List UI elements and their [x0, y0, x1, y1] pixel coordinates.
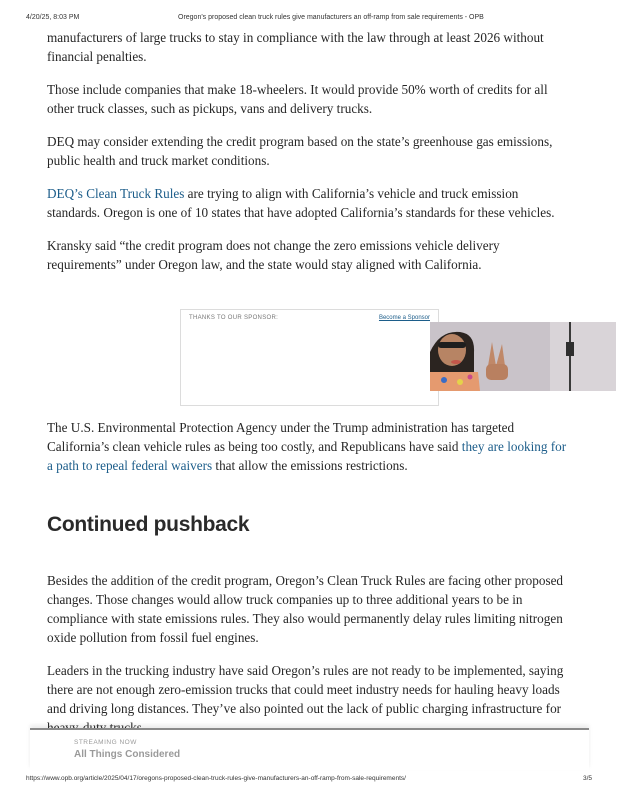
- print-footer: [0, 775, 618, 787]
- sponsor-ad: [180, 309, 439, 406]
- streaming-player-bar[interactable]: [30, 728, 589, 770]
- paragraph-text: The U.S. Environmental Protection Agency under the Trump administration has targeted California’s clean vehicle rules as being too costly, and Republicans have said: [47, 420, 515, 454]
- article-paragraph: [47, 418, 572, 475]
- article-paragraph: DEQ may consider extending the credit program based on the state’s greenhouse gas emissions, public health and truck market conditions.: [47, 134, 553, 168]
- sponsor-label: THANKS TO OUR SPONSOR:: [189, 315, 279, 321]
- print-header: [0, 14, 618, 26]
- print-date: 4/20/25, 8:03 PM: [26, 14, 80, 21]
- clean-truck-rules-link[interactable]: DEQ’s Clean Truck Rules: [47, 186, 185, 201]
- streaming-now-label: STREAMING NOW: [74, 739, 137, 746]
- page-number: 3/5: [582, 775, 592, 782]
- program-title[interactable]: All Things Considered: [74, 749, 181, 760]
- article-paragraph: Besides the addition of the credit program, Oregon’s Clean Truck Rules are facing other proposed changes. Those changes would allow truck companies up to three additional years to be in compliance with state emissions rules. They also would permanently delay rules limiting nitrogen oxide pollution from fossil fuel engines.: [47, 573, 564, 645]
- article-paragraph: [47, 184, 572, 222]
- article-body-continued: [47, 418, 572, 489]
- print-url: https://www.opb.org/article/2025/04/17/oregons-proposed-clean-truck-rules-give-manufacturers-an-off-ramp-from-sale-requirements/: [26, 775, 406, 782]
- article-paragraph: manufacturers of large trucks to stay in compliance with the law through at least 2026 without financial penalties.: [47, 30, 544, 64]
- article-paragraph: Kransky said “the credit program does not change the zero emissions vehicle delivery requirements” under Oregon law, and the state would stay aligned with California.: [47, 238, 500, 272]
- section-heading: Continued pushback: [47, 513, 250, 536]
- print-page-title: Oregon's proposed clean truck rules give manufacturers an off-ramp from sale requirements - OPB: [178, 14, 484, 21]
- article-paragraph: Those include companies that make 18-wheelers. It would provide 50% worth of credits for all other truck classes, such as pickups, vans and delivery trucks.: [47, 82, 548, 116]
- paragraph-text: are trying to align with California’s vehicle and truck emission standards. Oregon is one of 10 states that have adopted California’s standards for these vehicles.: [47, 186, 555, 220]
- paragraph-text: that allow the emissions restrictions.: [212, 458, 408, 473]
- ad-image[interactable]: [430, 322, 616, 391]
- article-paragraph: Leaders in the trucking industry have said Oregon’s rules are not ready to be implemented, saying there are not enough zero-emission trucks that could meet industry needs for hauling heavy loads and driving long distances. They’ve also pointed out the lack of public charging infrastructure for: [47, 663, 564, 716]
- section-body: [47, 571, 572, 751]
- article-body: [47, 28, 572, 288]
- become-sponsor-link[interactable]: Become a Sponsor: [378, 315, 430, 321]
- repeal-waivers-link[interactable]: they are looking for a path to repeal federal waivers: [47, 439, 567, 473]
- ad-photo-illustration: [430, 322, 616, 391]
